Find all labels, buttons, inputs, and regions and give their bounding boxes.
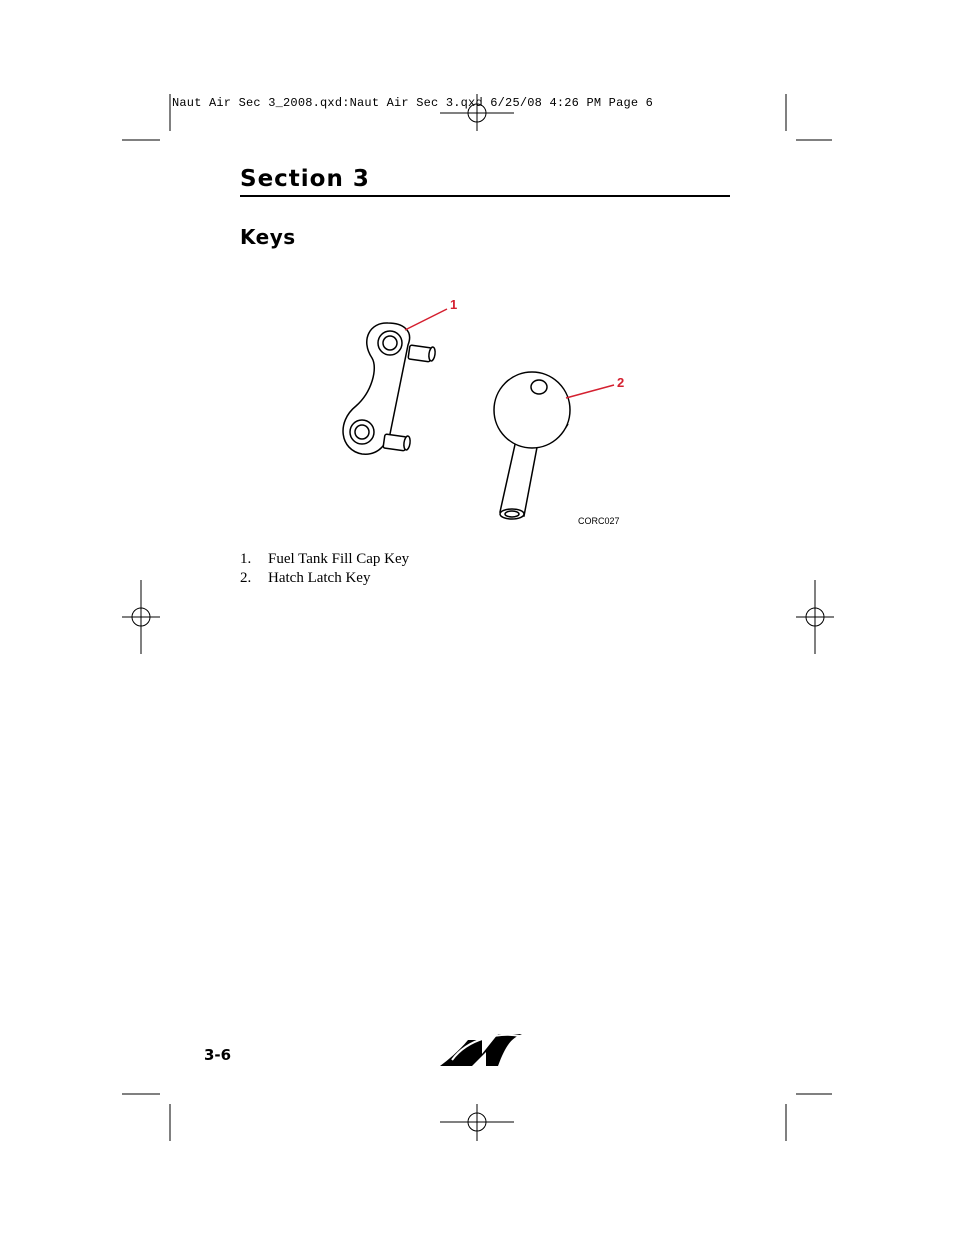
subsection-title: Keys — [240, 225, 296, 249]
keys-list — [240, 550, 409, 588]
list-item — [240, 569, 409, 588]
list-item-number: 1. — [240, 551, 252, 567]
list-item-label: Hatch Latch Key — [268, 570, 371, 586]
figure-code: CORC027 — [578, 516, 620, 526]
fuel-tank-key-drawing — [343, 323, 436, 454]
section-title: Section 3 — [240, 166, 370, 192]
list-item-number: 2. — [240, 570, 252, 586]
section-rule — [240, 195, 730, 197]
callout-1: 1 — [450, 297, 458, 312]
hatch-latch-key-drawing — [494, 372, 570, 519]
slug-line: Naut Air Sec 3_2008.qxd:Naut Air Sec 3.qxd 6/25/08 4:26 PM Page 6 — [172, 96, 654, 110]
page-number: 3-6 — [204, 1046, 232, 1064]
nautique-logo — [438, 1030, 524, 1070]
list-item — [240, 550, 409, 569]
list-item-label: Fuel Tank Fill Cap Key — [268, 551, 410, 567]
callout-2: 2 — [617, 375, 625, 390]
keys-illustration — [320, 290, 640, 530]
